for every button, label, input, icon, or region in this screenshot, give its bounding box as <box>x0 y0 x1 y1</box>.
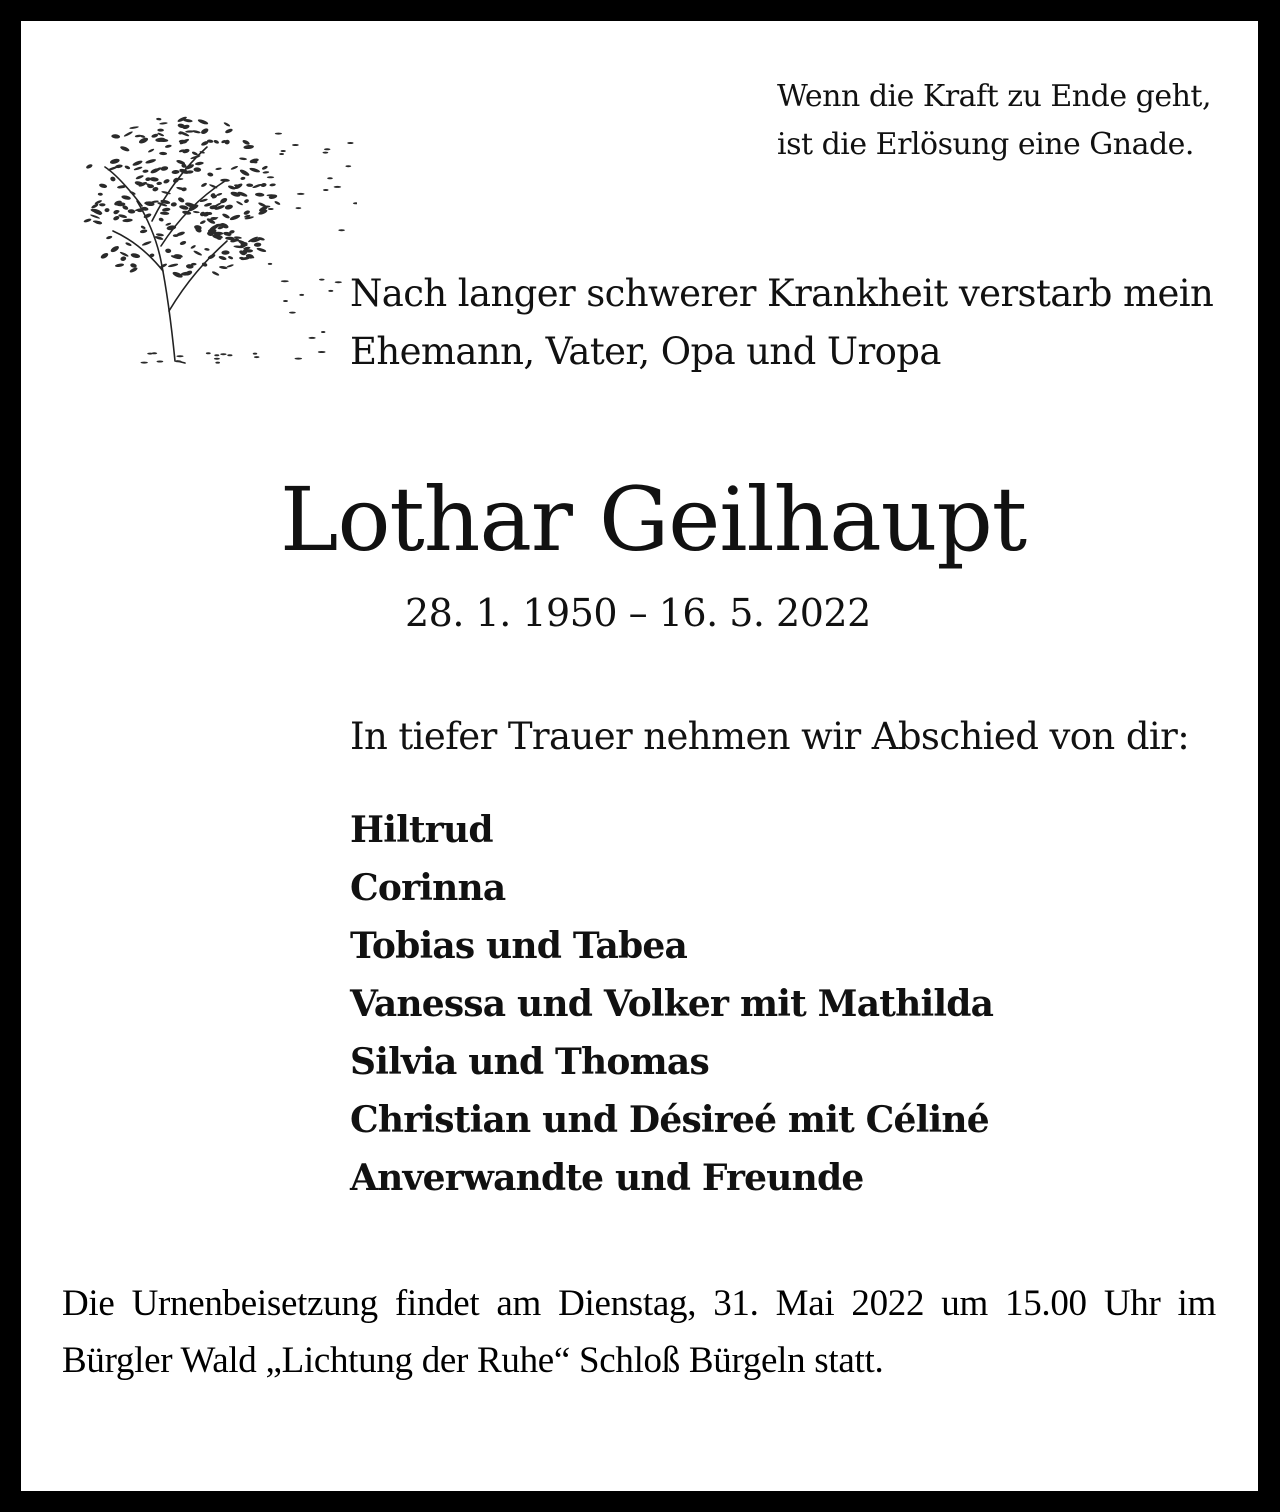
leaf-mark <box>218 255 227 261</box>
leaf-mark <box>243 210 251 216</box>
leaf-mark <box>239 168 250 177</box>
leaf-mark <box>256 247 266 253</box>
leaf-mark <box>268 263 272 265</box>
leaf-mark <box>220 179 230 182</box>
leaf-mark <box>318 351 326 353</box>
leaf-mark <box>275 133 282 135</box>
leaf-mark <box>175 360 182 362</box>
leaf-mark <box>243 198 249 203</box>
leaf-mark <box>240 176 245 180</box>
leaf-mark <box>85 163 93 169</box>
leaf-mark <box>261 165 268 170</box>
leaf-mark <box>197 118 209 125</box>
leaf-mark <box>267 176 274 178</box>
leaf-mark <box>347 142 353 144</box>
leaf-mark <box>159 152 167 156</box>
leaf-mark <box>239 157 247 160</box>
leaf-mark <box>179 240 186 246</box>
leaf-mark <box>254 356 260 358</box>
leaf-mark <box>151 133 159 138</box>
mourner-name: Vanessa und Volker mit Mathilda <box>350 983 994 1025</box>
leaf-mark <box>157 361 164 363</box>
intro-line: Ehemann, Vater, Opa und Uropa <box>350 330 941 373</box>
leaf-mark <box>289 312 296 314</box>
leaf-mark <box>110 245 120 254</box>
leaf-mark <box>292 144 299 146</box>
leaf-mark <box>142 169 148 173</box>
leaf-mark <box>177 196 185 203</box>
leaf-mark <box>118 214 127 219</box>
leaf-mark <box>130 263 137 269</box>
leaf-mark <box>195 161 204 165</box>
leaf-mark <box>295 358 303 360</box>
leaf-mark <box>281 150 286 152</box>
leaf-mark <box>163 178 170 184</box>
leaf-mark <box>242 139 251 146</box>
leaf-mark <box>200 127 209 135</box>
leaf-mark <box>214 354 219 356</box>
motto-verse <box>777 73 1211 169</box>
leaf-mark <box>335 281 342 283</box>
leaf-mark <box>221 250 229 255</box>
leaf-mark <box>145 158 156 164</box>
leaf-mark <box>156 233 164 237</box>
leaf-mark <box>281 280 289 282</box>
leaf-mark <box>283 300 288 302</box>
leaf-mark <box>83 218 92 223</box>
leaf-mark <box>249 167 261 173</box>
mourner-name: Hiltrud <box>350 809 493 851</box>
leaf-mark <box>120 145 131 152</box>
leaf-mark <box>345 165 351 167</box>
leaf-mark <box>171 170 179 175</box>
leaf-mark <box>159 263 167 269</box>
leaf-mark <box>162 207 171 212</box>
leaf-mark <box>165 144 172 148</box>
leaf-mark <box>98 193 103 196</box>
leaf-mark <box>215 362 220 364</box>
leaf-mark <box>125 242 132 247</box>
windblown-tree-icon <box>57 71 357 371</box>
leaf-mark <box>124 165 131 170</box>
mourner-list <box>350 801 993 1207</box>
leaf-mark <box>334 186 342 188</box>
leaf-mark <box>327 177 333 179</box>
leaf-mark <box>236 200 244 206</box>
leaf-mark <box>133 166 142 171</box>
mourner-name: Anverwandte und Freunde <box>350 1157 864 1199</box>
leaf-mark <box>182 148 190 154</box>
leaf-mark <box>151 352 157 354</box>
deceased-name: Lothar Geilhaupt <box>280 468 1027 571</box>
leaf-mark <box>130 252 140 258</box>
leaf-mark <box>106 235 113 240</box>
leaf-mark <box>323 189 329 191</box>
leaf-mark <box>269 183 276 187</box>
leaf-mark <box>121 195 131 201</box>
leaf-mark <box>100 252 109 260</box>
motto-line: ist die Erlösung eine Gnade. <box>777 127 1194 162</box>
leaf-mark <box>185 130 195 133</box>
leaf-mark <box>122 218 133 222</box>
leaf-mark <box>225 128 234 134</box>
leaf-mark <box>165 248 171 253</box>
leaf-mark <box>224 204 233 210</box>
obituary-card <box>21 21 1258 1491</box>
leaf-mark <box>220 353 226 355</box>
leaf-mark <box>228 256 234 260</box>
mourner-name: Tobias und Tabea <box>350 925 687 967</box>
mourner-name: Christian und Désireé mit Céliné <box>350 1099 989 1141</box>
leaf-mark <box>144 202 151 205</box>
funeral-notice: Die Urnenbeisetzung findet am Dienstag, 31. Mai 2022 um 15.00 Uhr im Bürgler Wald „Lichtung der Ruhe“ Schloß Bürgeln statt. <box>62 1283 1216 1381</box>
leaf-mark <box>308 337 315 339</box>
leaf-mark <box>227 354 232 356</box>
mourner-name: Silvia und Thomas <box>350 1041 709 1083</box>
leaf-mark <box>324 148 331 150</box>
leaf-mark <box>157 132 164 137</box>
leaf-mark <box>296 207 302 209</box>
leaf-mark <box>119 251 129 257</box>
farewell-line: In tiefer Trauer nehmen wir Abschied von dir: <box>350 715 1190 758</box>
leaf-mark <box>328 290 333 292</box>
leaf-mark <box>171 202 178 207</box>
leaf-mark <box>156 182 162 186</box>
leaf-mark <box>193 250 203 257</box>
leaf-mark <box>132 160 143 167</box>
leaf-mark <box>156 118 161 121</box>
leaf-mark <box>99 203 105 206</box>
leaf-mark <box>204 248 210 251</box>
leaf-mark <box>229 214 241 221</box>
leaf-mark <box>207 172 214 177</box>
leaf-mark <box>279 153 284 155</box>
leaf-mark <box>123 131 133 138</box>
leaf-mark <box>104 208 109 212</box>
leaf-mark <box>129 126 139 129</box>
leaf-mark <box>199 220 206 225</box>
leaf-mark <box>160 211 170 215</box>
leaf-mark <box>120 256 127 262</box>
leaf-mark <box>223 122 230 128</box>
leaf-mark <box>159 122 168 125</box>
leaf-mark <box>323 152 329 154</box>
leaf-mark <box>230 165 238 170</box>
leaf-mark <box>157 128 164 131</box>
leaf-mark <box>299 294 304 296</box>
leaf-mark <box>99 183 108 189</box>
mourner-name: Corinna <box>350 867 506 909</box>
leaf-mark <box>115 263 125 268</box>
leaf-mark <box>176 355 183 357</box>
leaf-mark <box>254 242 262 247</box>
intro-text <box>350 265 1213 381</box>
leaf-mark <box>268 208 274 210</box>
intro-line: Nach langer schwerer Krankheit verstarb mein <box>350 272 1214 315</box>
leaf-mark <box>113 209 120 215</box>
leaf-mark <box>168 263 179 268</box>
leaf-mark <box>140 225 146 230</box>
leaf-mark <box>264 206 271 208</box>
leaf-mark <box>109 158 120 165</box>
leaf-mark <box>158 217 164 222</box>
motto-line: Wenn die Kraft zu Ende geht, <box>777 79 1211 114</box>
life-dates: 28. 1. 1950 – 16. 5. 2022 <box>405 591 871 635</box>
leaf-mark <box>141 240 151 246</box>
leaf-mark <box>338 229 345 231</box>
leaf-mark <box>149 177 159 182</box>
leaf-mark <box>243 145 254 150</box>
leaf-mark <box>211 271 219 277</box>
leaf-mark <box>215 167 222 170</box>
leaf-mark <box>252 183 262 189</box>
leaf-mark <box>321 331 325 333</box>
leaf-mark <box>128 209 136 214</box>
leaf-mark <box>214 358 220 360</box>
leaf-mark <box>263 171 270 174</box>
leaf-mark <box>253 353 257 355</box>
leaf-mark <box>193 167 201 172</box>
leaf-mark <box>319 279 325 281</box>
leaf-mark <box>274 200 281 205</box>
leaf-mark <box>200 182 207 188</box>
leaf-mark <box>246 183 253 187</box>
leaf-mark <box>111 134 120 139</box>
leaf-mark <box>226 264 234 268</box>
leaf-mark <box>206 352 211 354</box>
leaf-mark <box>219 266 228 270</box>
leaf-mark <box>255 192 265 196</box>
leaf-mark <box>141 362 148 364</box>
leaf-mark <box>193 211 200 214</box>
leaf-mark <box>353 202 357 204</box>
leaf-mark <box>160 166 168 172</box>
leaf-mark <box>213 139 219 144</box>
leaf-mark <box>109 176 116 182</box>
leaf-mark <box>135 174 144 180</box>
leaf-mark <box>148 148 155 153</box>
leaf-mark <box>297 193 305 195</box>
leaf-mark <box>140 229 148 234</box>
leaf-mark <box>190 244 196 249</box>
leaf-mark <box>222 213 231 220</box>
